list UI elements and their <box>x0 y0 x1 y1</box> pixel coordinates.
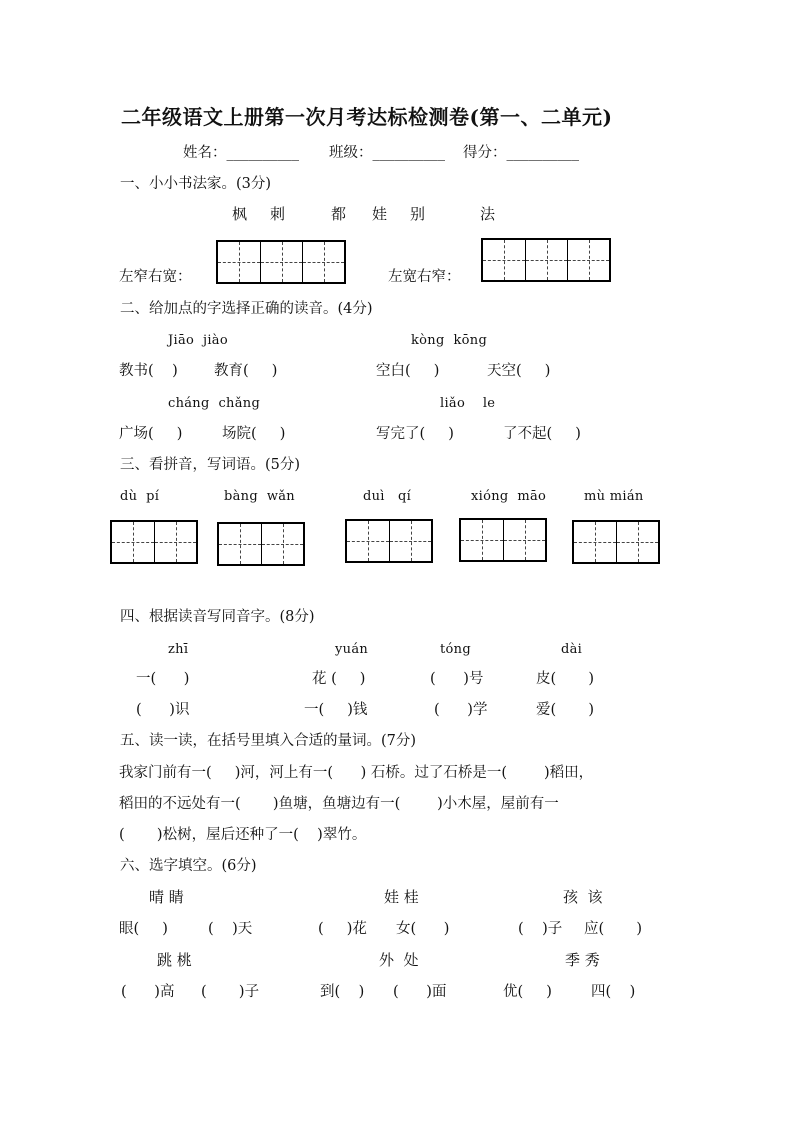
page-title: 二年级语文上册第一次月考达标检测卷(第一、二单元) <box>121 105 613 129</box>
answer-siji[interactable]: 四( ) <box>591 984 636 1000</box>
answer-tiaogao[interactable]: ( )高 <box>121 984 175 1000</box>
section-1-heading: 一、小小书法家。(3分) <box>120 176 272 192</box>
writing-grid-2[interactable] <box>481 238 611 282</box>
answer-tiankong[interactable]: 天空( ) <box>487 363 551 379</box>
answer-daochu[interactable]: 到( ) <box>320 984 365 1000</box>
name-field[interactable]: 姓名：__________ <box>183 145 299 161</box>
pinyin-mumian: mù mián <box>584 489 644 504</box>
answer-changyuan[interactable]: 场院( ) <box>222 426 286 442</box>
pinyin-tong: tóng <box>440 642 471 657</box>
pinyin-zhi: zhī <box>168 642 189 657</box>
answer-huayuan[interactable]: 花 ( ) <box>312 671 366 687</box>
answer-xiewanle[interactable]: 写完了( ) <box>376 426 454 442</box>
section-3-heading: 三、看拼音，写词语。(5分) <box>120 457 301 473</box>
passage-line-2[interactable]: 稻田的不远处有一( )鱼塘，鱼塘边有一( )小木屋，屋前有一 <box>119 796 559 812</box>
pinyin-duiqi: duì qí <box>363 489 412 504</box>
pinyin-xiongmao: xióng māo <box>471 489 547 504</box>
section-6-heading: 六、选字填空。(6分) <box>120 858 257 874</box>
writing-grid-mumian[interactable] <box>572 520 660 564</box>
char-3: 都 <box>331 205 347 223</box>
answer-guangchang[interactable]: 广场( ) <box>119 426 183 442</box>
pinyin-yuan: yuán <box>335 642 369 657</box>
pinyin-jiao: Jiāo jiào <box>168 333 228 348</box>
answer-nvwa[interactable]: 女( ) <box>396 921 450 937</box>
answer-yiyuanqian[interactable]: 一( )钱 <box>304 702 368 718</box>
writing-grid-1[interactable] <box>216 240 346 284</box>
char-5: 别 <box>410 205 426 223</box>
pinyin-chang: cháng chǎng <box>168 396 261 411</box>
char-pair-hai: 孩 该 <box>563 888 603 906</box>
answer-qingtian[interactable]: ( )天 <box>208 921 253 937</box>
answer-haizi[interactable]: ( )子 <box>518 921 563 937</box>
pinyin-dupi: dù pí <box>120 489 160 504</box>
section-4-heading: 四、根据读音写同音字。(8分) <box>120 609 315 625</box>
answer-youxiu[interactable]: 优( ) <box>503 984 552 1000</box>
answer-jiaoyu[interactable]: 教育( ) <box>214 363 278 379</box>
char-pair-ji: 季 秀 <box>565 951 600 969</box>
char-1: 枫 <box>232 205 248 223</box>
char-6: 法 <box>480 205 496 223</box>
answer-tongxue[interactable]: ( )学 <box>434 702 488 718</box>
char-4: 娃 <box>372 205 388 223</box>
answer-tonghao[interactable]: ( )号 <box>430 671 484 687</box>
score-field[interactable]: 得分：__________ <box>463 145 579 161</box>
writing-grid-bangwan[interactable] <box>217 522 305 566</box>
writing-grid-dupi[interactable] <box>110 520 198 564</box>
pinyin-bangwan: bàng wǎn <box>224 489 295 504</box>
pinyin-kong: kòng kōng <box>411 333 488 348</box>
char-pair-wai: 外 处 <box>379 951 419 969</box>
answer-yizhi[interactable]: 一( ) <box>136 671 190 687</box>
writing-grid-duiqi[interactable] <box>345 519 433 563</box>
answer-aidai[interactable]: 爱( ) <box>536 702 595 718</box>
pinyin-dai: dài <box>561 642 583 657</box>
answer-waimian[interactable]: ( )面 <box>393 984 447 1000</box>
narrow-wide-label: 左窄右宽： <box>119 269 192 285</box>
answer-yanjing[interactable]: 眼( ) <box>119 921 168 937</box>
answer-guihua[interactable]: ( )花 <box>318 921 367 937</box>
answer-pidai[interactable]: 皮( ) <box>536 671 595 687</box>
passage-line-3[interactable]: ( )松树，屋后还种了一( )翠竹。 <box>119 827 367 843</box>
answer-jiaoshu[interactable]: 教书( ) <box>119 363 178 379</box>
passage-line-1[interactable]: 我家门前有一( )河，河上有一( ) 石桥。过了石桥是一( )稻田， <box>119 765 594 781</box>
answer-liaobuqi[interactable]: 了不起( ) <box>503 426 581 442</box>
section-2-heading: 二、给加点的字选择正确的读音。(4分) <box>120 301 373 317</box>
answer-yinggai[interactable]: 应( ) <box>584 921 643 937</box>
section-5-heading: 五、读一读，在括号里填入合适的量词。(7分) <box>120 733 417 749</box>
char-pair-tiao: 跳 桃 <box>157 951 192 969</box>
answer-taozi[interactable]: ( )子 <box>201 984 260 1000</box>
answer-zhishi[interactable]: ( )识 <box>136 702 190 718</box>
pinyin-liao: liǎo le <box>440 396 496 411</box>
char-2: 刺 <box>270 205 286 223</box>
wide-narrow-label: 左宽右窄： <box>388 269 461 285</box>
char-pair-wa: 娃 桂 <box>384 888 419 906</box>
writing-grid-xiongmao[interactable] <box>459 518 547 562</box>
class-field[interactable]: 班级：__________ <box>329 145 445 161</box>
char-pair-qing: 晴 睛 <box>149 888 184 906</box>
answer-kongbai[interactable]: 空白( ) <box>376 363 440 379</box>
